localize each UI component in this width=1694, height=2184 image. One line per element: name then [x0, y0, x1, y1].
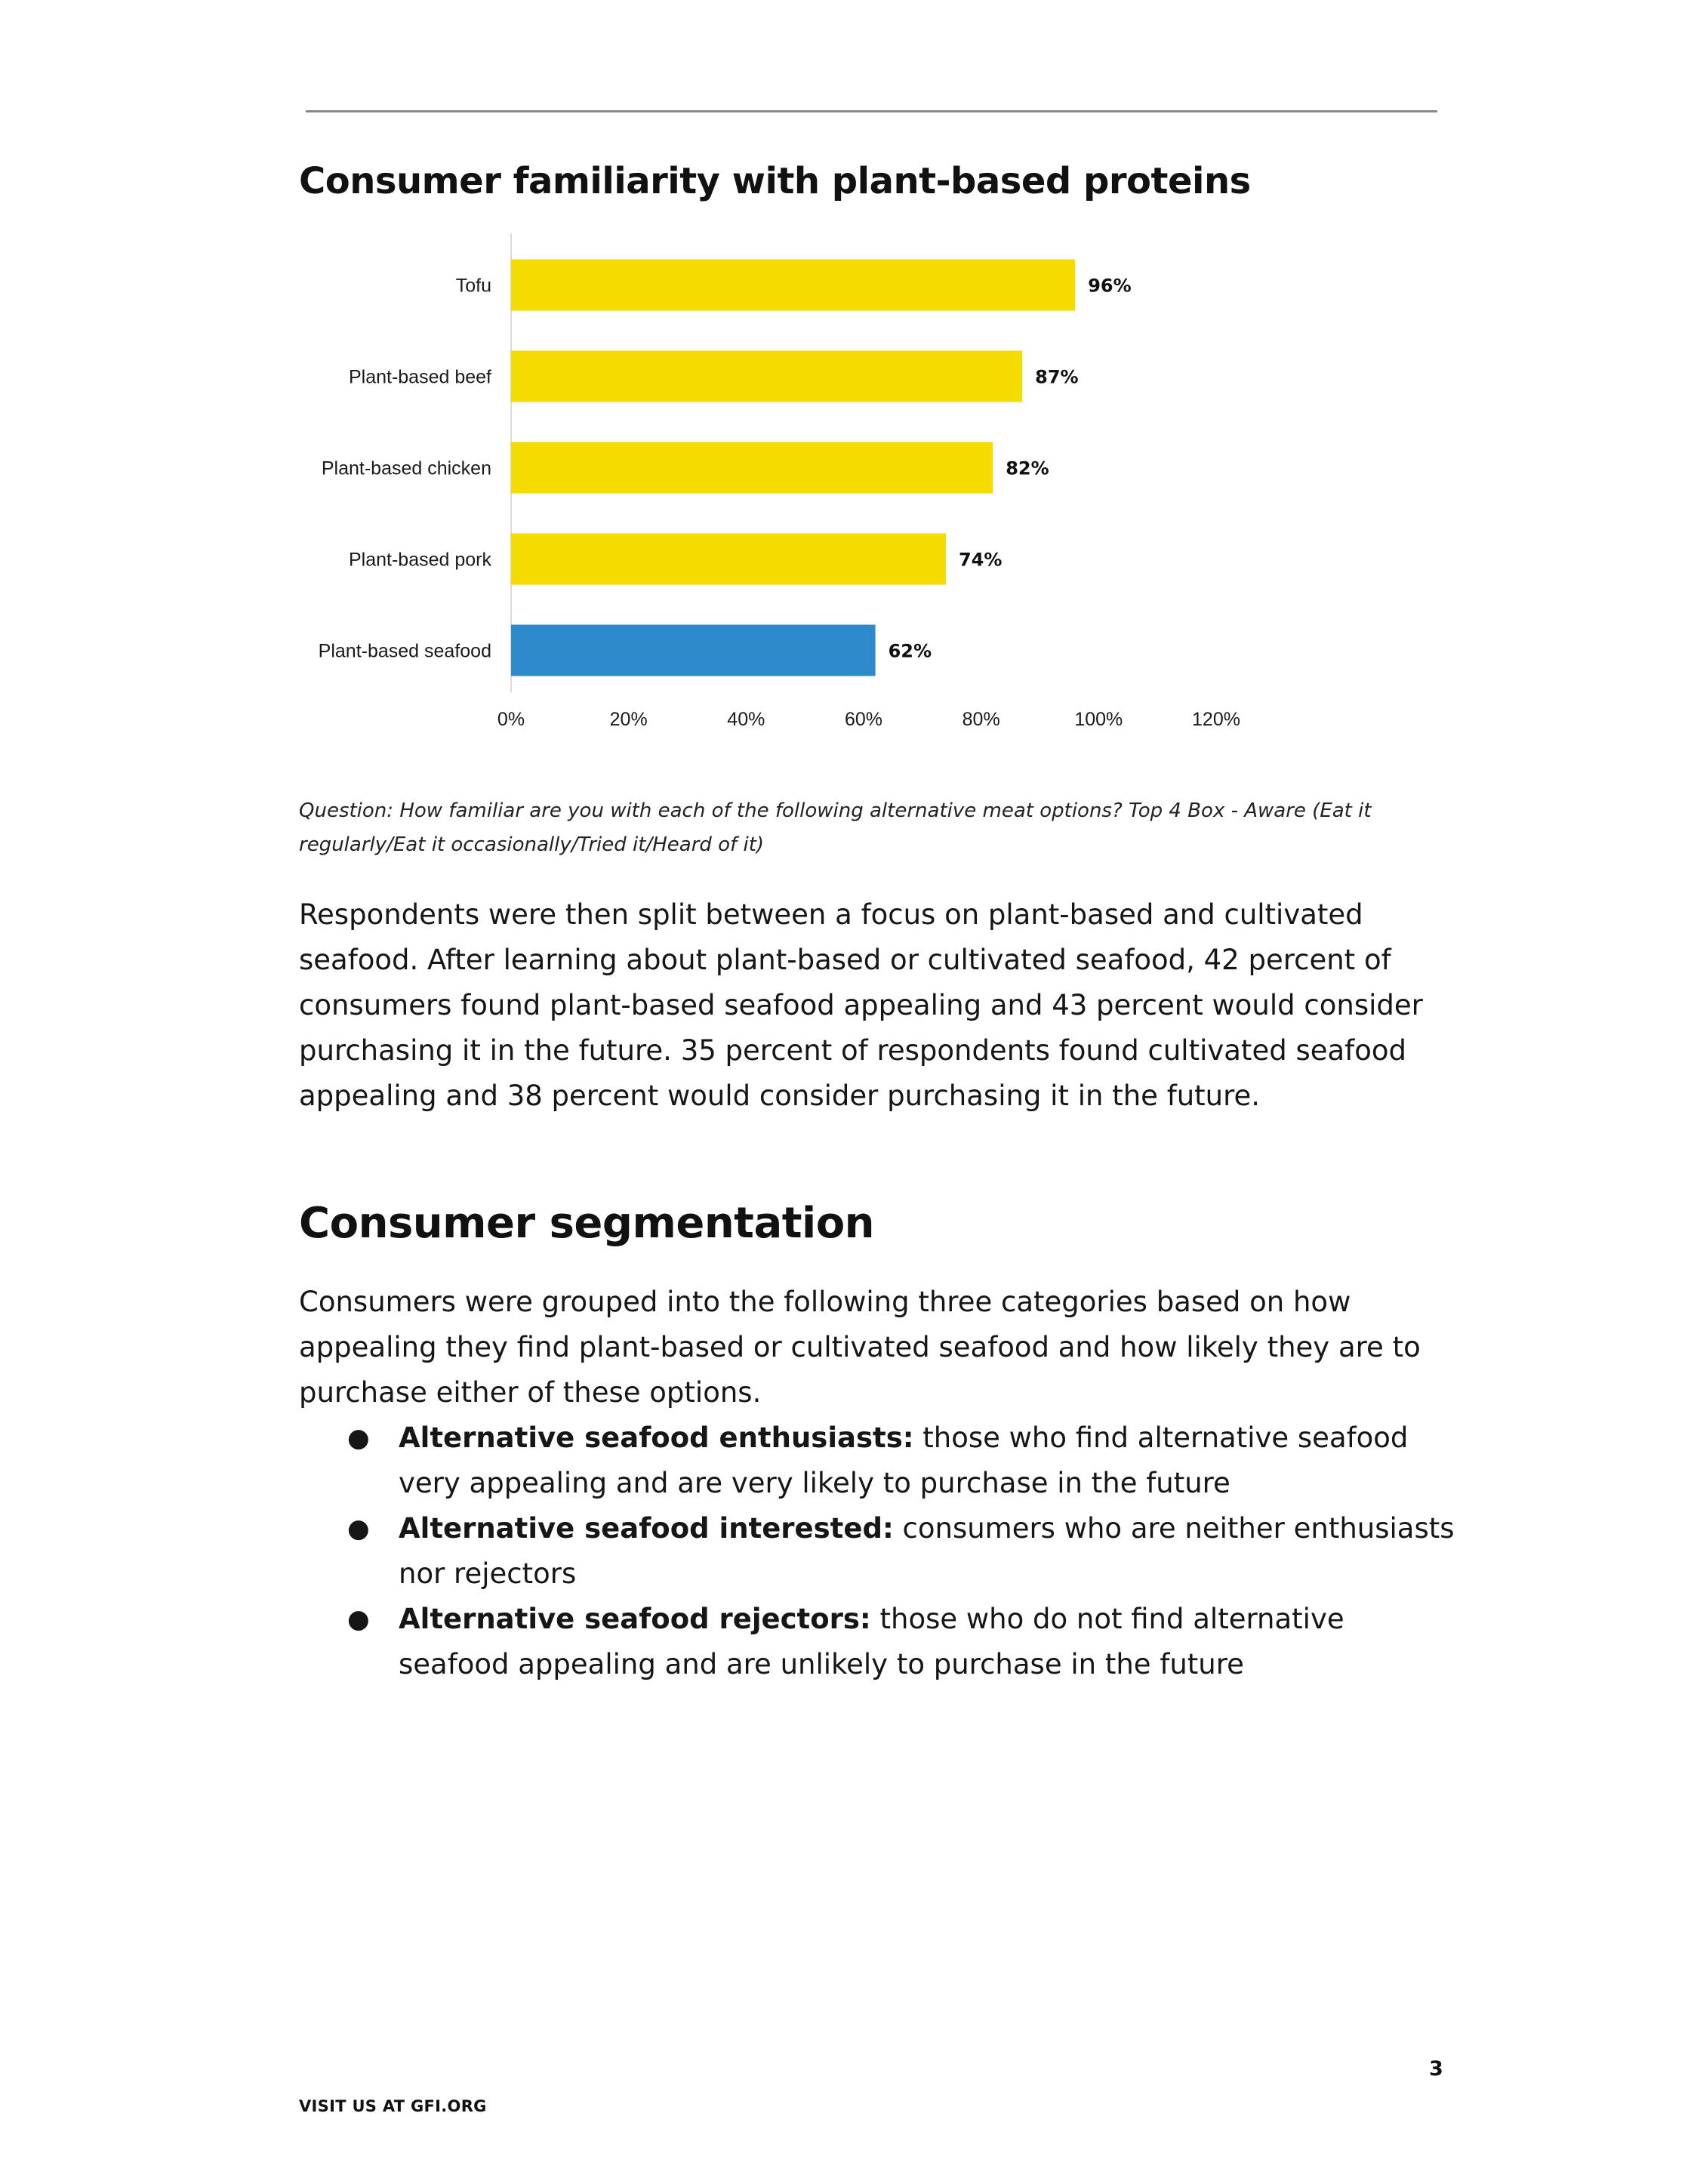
- segment-description: those who find alternative seafood very appealing and are very likely to purchase in the future: [399, 1422, 1409, 1499]
- segment-description: those who do not find alternative seafood appealing and are unlikely to purchase in the future: [399, 1603, 1344, 1680]
- category-label: Tofu: [455, 275, 491, 297]
- question-note: Question: How familiar are you with each of the following alternative meat options? Top 4 Box - Aware (Eat it regularly/Eat it occasionally/Tried it/Heard of it): [299, 799, 1372, 856]
- bar: [511, 442, 993, 494]
- familiarity-bar-chart: [299, 230, 1273, 751]
- data-label: 62%: [888, 640, 932, 662]
- x-tick-label: 20%: [609, 709, 648, 730]
- category-label: Plant-based beef: [348, 366, 491, 388]
- data-label: 87%: [1035, 366, 1079, 388]
- x-tick-label: 0%: [497, 709, 525, 730]
- page-number: 3: [1429, 2057, 1443, 2081]
- segment-term: Alternative seafood rejectors:: [399, 1603, 871, 1635]
- bullet-icon: ●: [347, 1604, 370, 1634]
- body-paragraph-2: Consumers were grouped into the following three categories based on how appealing they find plant-based or cultivated seafood and how likely they are to purchase either of these options.: [299, 1286, 1421, 1409]
- section-heading: Consumer segmentation: [299, 1199, 875, 1248]
- list-item: [299, 1506, 1461, 1597]
- segment-list: [299, 1415, 1461, 1687]
- data-label: 74%: [958, 549, 1003, 571]
- body-paragraph-1: Respondents were then split between a focus on plant-based and cultivated seafood. After learning about plant-based or cultivated seafood, 42 percent of consumers found plant-based seafood appealing and 43 percent would consider purchasing it in the future. 35 percent of respondents found cultivated seafood appealing and 38 percent would consider purchasing it in the future.: [299, 898, 1423, 1112]
- x-tick-label: 60%: [844, 709, 883, 730]
- bullet-icon: ●: [347, 1514, 370, 1544]
- list-item: [299, 1597, 1461, 1687]
- category-label: Plant-based seafood: [318, 640, 491, 662]
- x-tick-label: 40%: [727, 709, 765, 730]
- x-tick-label: 100%: [1074, 709, 1123, 730]
- bar: [511, 625, 876, 676]
- top-divider: [306, 110, 1437, 112]
- data-label: 82%: [1006, 457, 1049, 479]
- category-label: Plant-based pork: [348, 549, 491, 571]
- x-tick-label: 80%: [962, 709, 1000, 730]
- segment-description: consumers who are neither enthusiasts nor rejectors: [399, 1512, 1455, 1590]
- bar: [511, 351, 1022, 402]
- segment-term: Alternative seafood interested:: [399, 1512, 894, 1545]
- x-tick-label: 120%: [1192, 709, 1240, 730]
- category-label: Plant-based chicken: [321, 457, 491, 479]
- list-item: [299, 1415, 1461, 1506]
- chart-svg: [299, 230, 1273, 751]
- bullet-icon: ●: [347, 1423, 370, 1453]
- data-label: 96%: [1088, 275, 1132, 297]
- chart-title: Consumer familiarity with plant-based proteins: [299, 160, 1251, 202]
- footer-website[interactable]: VISIT US AT GFI.ORG: [299, 2097, 487, 2115]
- bar: [511, 534, 946, 585]
- bar: [511, 260, 1075, 311]
- segment-term: Alternative seafood enthusiasts:: [399, 1422, 914, 1454]
